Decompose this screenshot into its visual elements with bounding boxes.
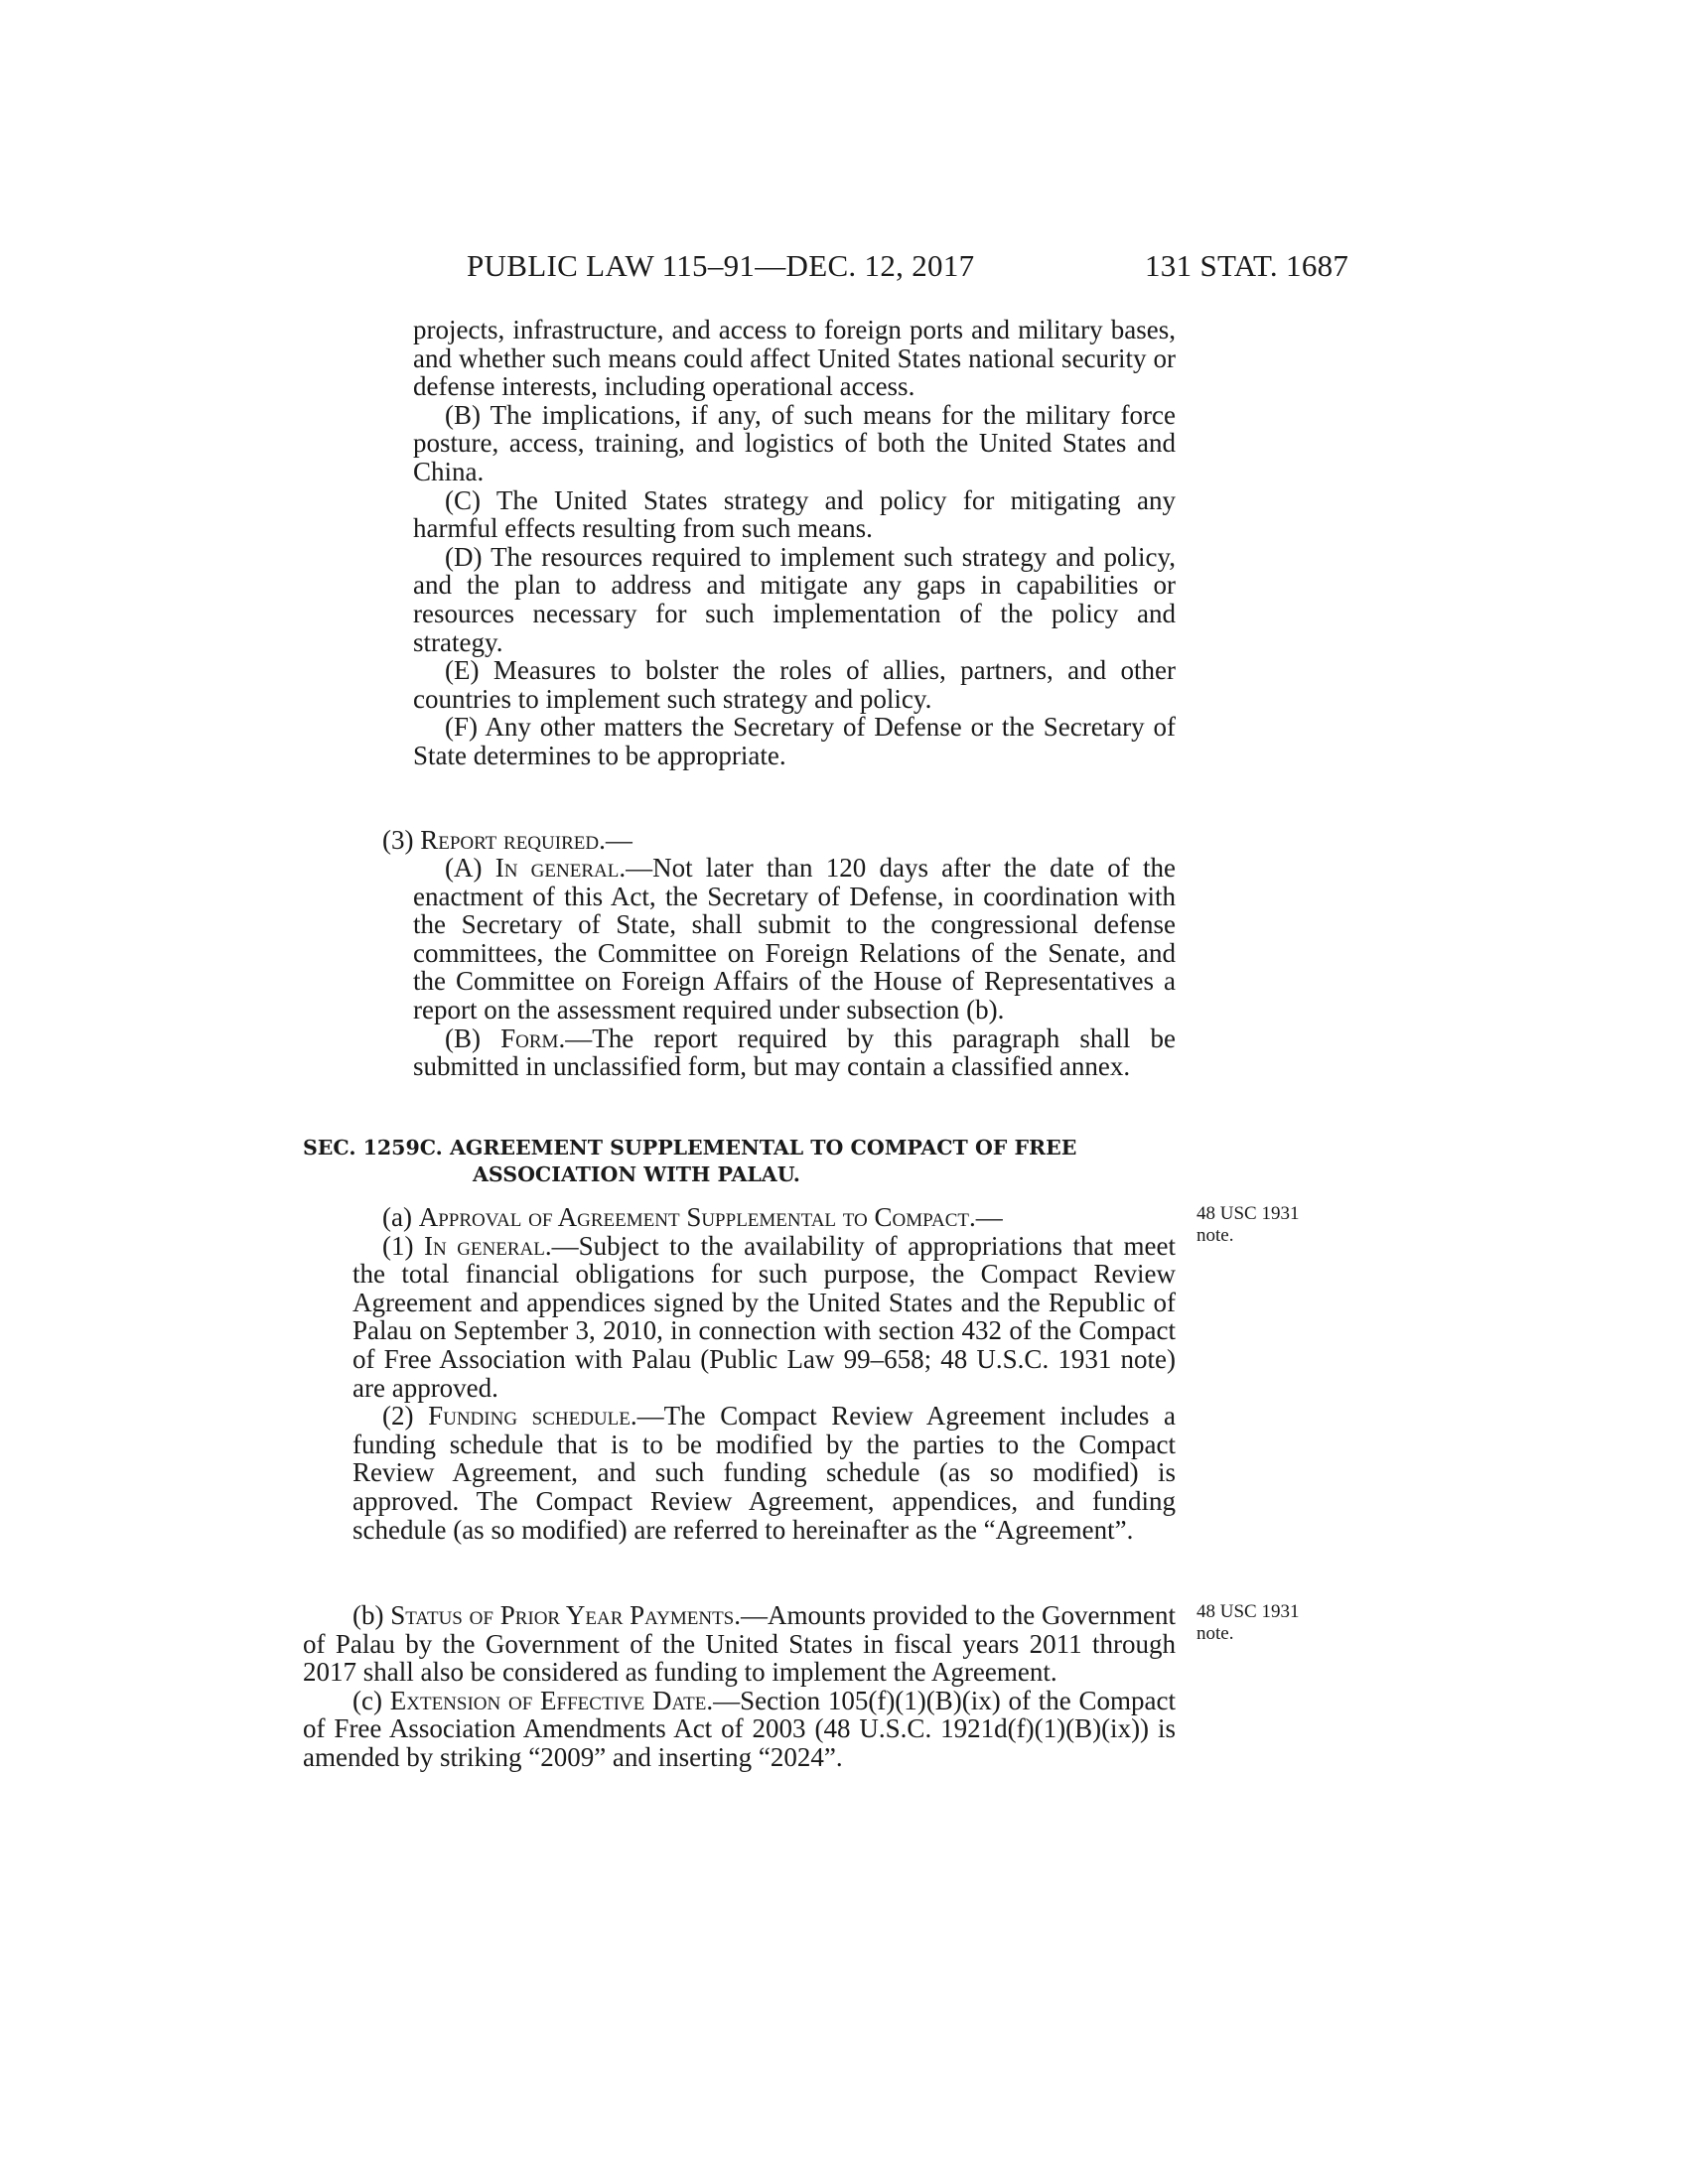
subsection-a-heading: (a) Approval of Agreement Supplemental to Compact.— [382,1202,1003,1232]
section-heading-line-2: ASSOCIATION WITH PALAU. [473,1162,800,1186]
section-heading [303,1135,1177,1188]
report-heading-number: (3) [382,825,414,855]
paragraph-f: (F) Any other matters the Secretary of Defense or the Secretary of State determines to be appropriate. [413,712,1176,770]
section-heading-line-1: SEC. 1259C. AGREEMENT SUPPLEMENTAL TO COMPACT OF FREE [303,1136,1077,1160]
approval-subsection [352,1203,1176,1544]
paragraph-continuation: projects, infrastructure, and access to foreign ports and military bases, and whether such means could affect United States national security or defense interests, including operational access. [413,315,1176,402]
paragraph-1-in-general: (1) In general.—Subject to the availability of appropriations that meet the total financial obligations for such purpose, the Compact Review Agreement and appendices signed by the United States and the Republic of Palau on September 3, 2010, in connection with section 432 of the Compact of Free Association with Palau (Public Law 99–658; 48 U.S.C. 1931 note) are approved. [352,1230,1176,1403]
subsection-c-extension: (c) Extension of Effective Date.—Section 105(f)(1)(B)(ix) of the Compact of Free Association Amendments Act of 2003 (48 U.S.C. 1921d(f)(1)(B)(ix)) is amended by striking “2009” and inserting “2024”. [303,1685,1177,1772]
public-law-citation: PUBLIC LAW 115–91—DEC. 12, 2017 [467,248,975,283]
paragraph-d: (D) The resources required to implement such strategy and policy, and the plan to address and mitigate any gaps in capabilities or resources necessary for such implementation of the policy and strategy. [413,541,1176,657]
report-paragraph-b: (B) Form.—The report required by this paragraph shall be submitted in unclassified form, but may contain a classified annex. [413,1023,1176,1082]
paragraph-e: (E) Measures to bolster the roles of allies, partners, and other countries to implement such strategy and policy. [413,655,1176,714]
report-required-heading [382,826,1176,855]
margin-note-usc-1: 48 USC 1931 note. [1196,1203,1300,1246]
report-paragraph-a: (A) In general.—Not later than 120 days after the date of the enactment of this Act, the Secretary of Defense, in coordination with the Secretary of State, shall submit to the congressional defense committees, the Committee on Foreign Relations of the Senate, and the Committee on Foreign Affairs of the House of Representatives a report on the assessment required under subsection (b). [413,853,1176,1024]
statute-page-number: 131 STAT. 1687 [1145,248,1349,283]
paragraph-2-funding-schedule: (2) Funding schedule.—The Compact Review Agreement includes a funding schedule that is to be modified by the parties to the Compact Review Agreement, and such funding schedule (as so modified) is approved. The Compact Review Agreement, appendices, and funding schedule (as so modified) are referred to hereinafter as the “Agreement”. [352,1401,1176,1545]
margin-note-usc-2: 48 USC 1931 note. [1196,1601,1300,1644]
report-required-paragraphs [413,854,1176,1081]
subsection-b-prior-year-payments: (b) Status of Prior Year Payments.—Amounts provided to the Government of Palau by the Government of the United States in fiscal years 2011 through 2017 shall also be considered as funding to implement the Agreement. [303,1600,1177,1688]
running-header [0,236,1688,286]
report-heading-title: Report required.— [420,825,633,855]
paragraph-c: (C) The United States strategy and policy for mitigating any harmful effects resulting from such means. [413,484,1176,544]
status-and-extension [303,1601,1176,1772]
paragraph-b: (B) The implications, if any, of such means for the military force posture, access, training, and logistics of both the United States and China. [413,399,1176,486]
assessment-elements [413,316,1176,770]
